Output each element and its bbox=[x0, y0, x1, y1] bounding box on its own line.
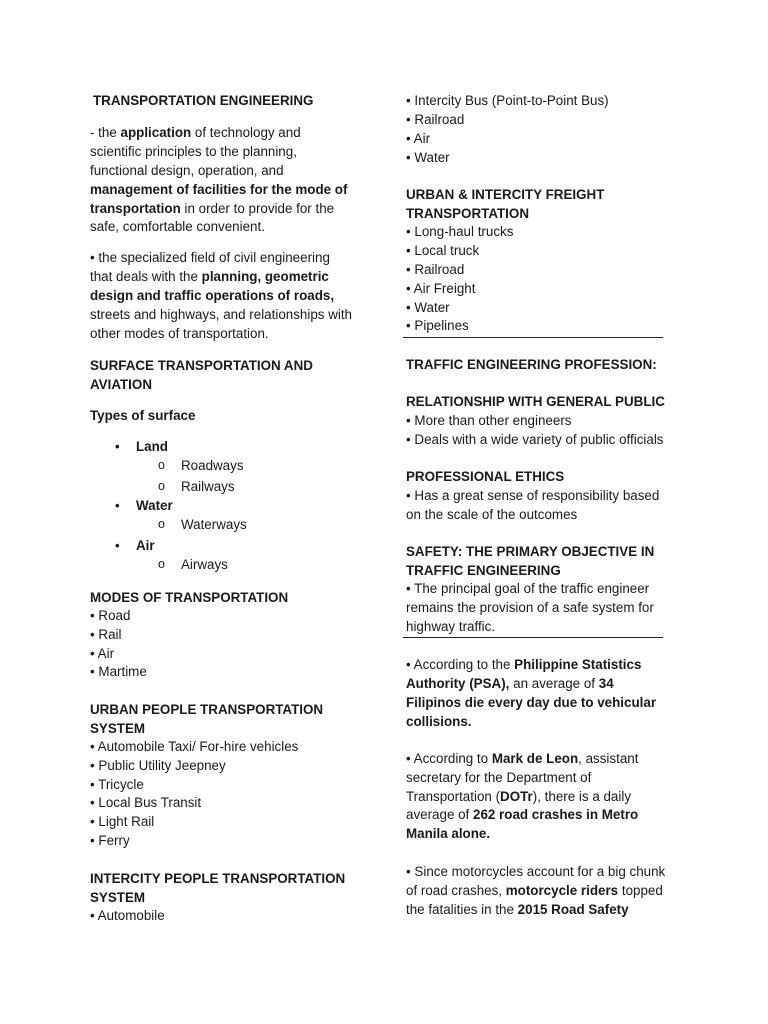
list-item: • Rail bbox=[90, 627, 122, 642]
list-item: • Water bbox=[406, 300, 450, 315]
page-title: TRANSPORTATION ENGINEERING bbox=[93, 93, 314, 108]
modes-heading: MODES OF TRANSPORTATION bbox=[90, 590, 289, 605]
list-item: • Air Freight bbox=[406, 281, 476, 296]
section-divider bbox=[403, 637, 663, 638]
list-item: • Pipelines bbox=[406, 318, 469, 333]
ethics-heading: PROFESSIONAL ETHICS bbox=[406, 469, 565, 484]
section-divider bbox=[403, 337, 663, 338]
list-item: • Local Bus Transit bbox=[90, 795, 202, 810]
list-item: • Automobile Taxi/ For-hire vehicles bbox=[90, 739, 299, 754]
list-item: • Railroad bbox=[406, 262, 465, 277]
list-item: • Intercity Bus (Point-to-Point Bus) bbox=[406, 93, 609, 108]
list-item: • Automobile bbox=[90, 908, 165, 923]
list-item: • Air bbox=[406, 131, 431, 146]
list-item: • Public Utility Jeepney bbox=[90, 758, 226, 773]
list-item: • Light Rail bbox=[90, 814, 155, 829]
list-item: • Road bbox=[90, 608, 131, 623]
list-item: • Martime bbox=[90, 664, 147, 679]
list-item: • More than other engineers bbox=[406, 413, 572, 428]
general-public-heading: RELATIONSHIP WITH GENERAL PUBLIC bbox=[406, 394, 665, 409]
list-item: • Ferry bbox=[90, 833, 130, 848]
list-item: • Tricycle bbox=[90, 777, 144, 792]
list-item: • Railroad bbox=[406, 112, 465, 127]
list-item: • Air bbox=[90, 646, 115, 661]
types-of-surface-heading: Types of surface bbox=[90, 408, 196, 423]
profession-heading: TRAFFIC ENGINEERING PROFESSION: bbox=[406, 357, 657, 372]
list-item: • Water bbox=[406, 150, 450, 165]
list-item: • Deals with a wide variety of public officials bbox=[406, 432, 664, 447]
list-item: • Local truck bbox=[406, 243, 480, 258]
list-item: • Long-haul trucks bbox=[406, 224, 514, 239]
